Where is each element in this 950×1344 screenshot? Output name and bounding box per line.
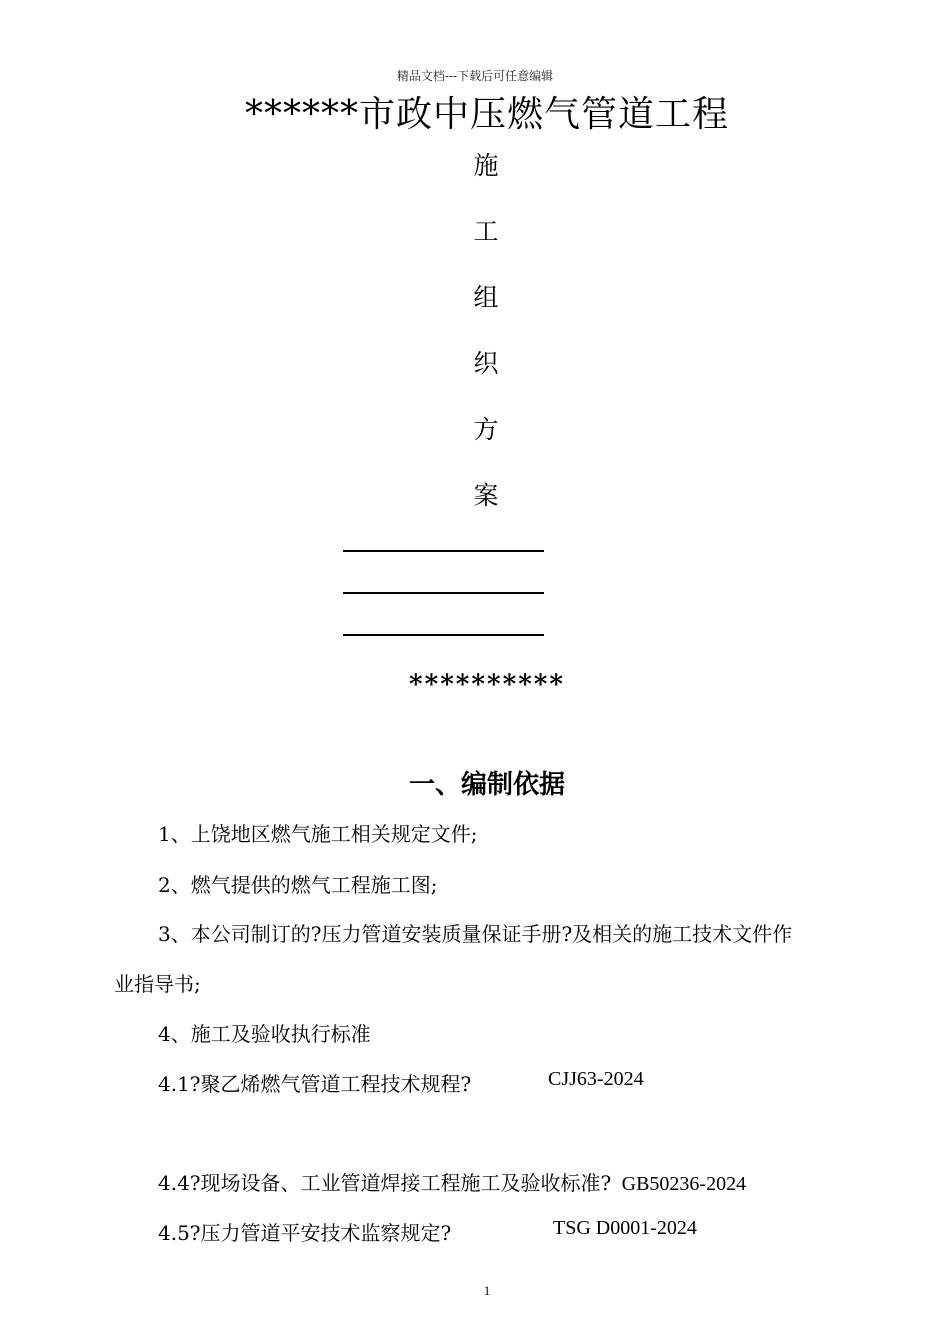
standard-item	[158, 1068, 644, 1097]
document-title: ******市政中压燃气管道工程	[244, 94, 729, 135]
vertical-title-char: 织	[473, 349, 499, 378]
vertical-title-char: 工	[473, 217, 499, 246]
blank-fill-line	[343, 592, 544, 594]
page-number: 1	[483, 1283, 491, 1298]
standard-name: 4.4?现场设备、工业管道焊接工程施工及验收标准?	[158, 1171, 612, 1195]
standard-code: TSG D0001-2024	[553, 1217, 697, 1239]
section-heading: 一、编制依据	[408, 770, 565, 800]
blank-fill-line	[343, 634, 544, 636]
vertical-title-char: 方	[473, 415, 499, 444]
vertical-title-char: 施	[473, 151, 499, 180]
standard-item	[158, 1217, 697, 1246]
standard-name: 4.5?压力管道平安技术监察规定?	[158, 1221, 452, 1245]
page-header: 精品文档---下载后可任意编辑	[396, 69, 554, 83]
list-item: 3、本公司制订的?压力管道安装质量保证手册?及相关的施工技术文件作	[158, 922, 793, 946]
list-item: 1、上饶地区燃气施工相关规定文件;	[158, 822, 478, 846]
list-item: 2、燃气提供的燃气工程施工图;	[158, 873, 438, 897]
standard-name: 4.1?聚乙烯燃气管道工程技术规程?	[158, 1072, 472, 1096]
company-name-masked: **********	[409, 670, 565, 700]
list-item-continuation: 业指导书;	[114, 972, 201, 996]
standard-code: CJJ63-2024	[548, 1068, 644, 1090]
vertical-title-char: 案	[473, 481, 499, 510]
blank-fill-line	[343, 550, 544, 552]
standard-item	[158, 1167, 746, 1196]
standard-code: GB50236-2024	[621, 1173, 747, 1195]
vertical-title-char: 组	[473, 283, 499, 312]
list-item: 4、施工及验收执行标准	[158, 1022, 371, 1046]
